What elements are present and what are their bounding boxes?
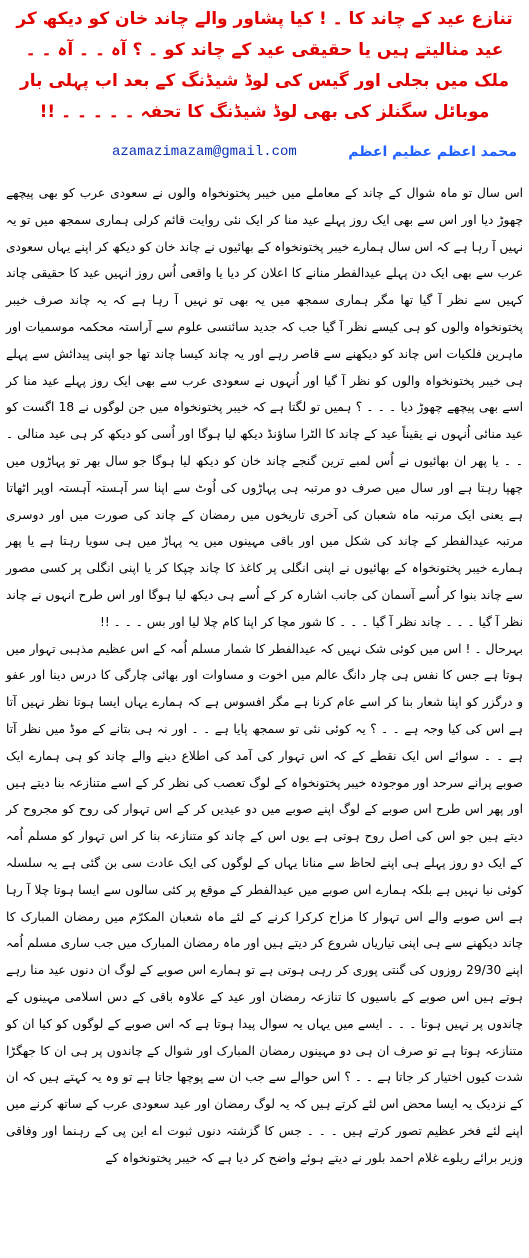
author-email[interactable]: azamazimazam@gmail.com	[112, 144, 297, 160]
article-body	[4, 180, 525, 1171]
author-name: محمد اعظم عظیم اعظم	[348, 144, 517, 160]
article-paragraph-1: اس سال تو ماہ شوال کے چاند کے معاملے میں خیبر پختونخواہ والوں نے سعودی عرب کو بھی پیچھے چھوڑ دیا اور اس سے بھی ایک روز پہلے عید منا کر ایک نئی روایت قائم کرلی ہماری سمجھ میں تو یہ نہیں آ رہا ہے کہ اس سال ہمارے خیبر پختونخواہ کے بھائیوں نے چاند خان کو دیکھ کر اپنے یہاں سعودی عرب سے بھی ایک دن پہلے عیدالفطر منانے کا اعلان کر دیا یا واقعی اُس روز انہیں عید کا حقیقی چاند کہیں سے نظر آ گیا تھا مگر ہماری سمجھ میں یہ بھی تو نہیں آ رہا ہے کہ یہ چاند صرف خیبر پختونخواہ والوں کو ہی کیسے نظر آ گیا جب کہ جدید سائنسی علوم سے آراستہ محکمہ موسمیات اور ماہرین فلکیات اس چاند کو دیکھنے سے قاصر رہے اور یہ چاند کیسا چاند تھا جو اپنی پیدائش سے پہلے ہی خیبر پختونخواہ والوں کو نظر آ گیا اور اُنہوں نے سعودی عرب سے بھی ایک روز پہلے عید منا کر اسے بھی پیچھے چھوڑ دیا ۔ ۔ ۔ ؟ ہمیں تو لگتا ہے کہ خیبر پختونخواہ میں جن لوگوں نے 18 اگست کو عید منائی اُنہوں نے یقیناً عید کے چاند کا الٹرا ساؤنڈ دیکھ لیا ہوگا اور اُسی کو دیکھ کر ہی عید منالی ۔ ۔ ۔ یا پھر ان بھائیوں نے اُس لمبے ترین گنجے چاند خان کو دیکھ لیا ہوگا جو سال بھر تو پہاڑوں میں چھپا رہتا ہے اور سال میں صرف دو مرتبہ ہی پہاڑوں کی اُوٹ سے اپنا سر آہستہ آہستہ اوپر اٹھاتا ہے یعنی ایک مرتبہ ماہ شعبان کی آخری تاریخوں میں رمضان کے چاند کی صورت میں اور دوسری مرتبہ عیدالفطر کے چاند کی شکل میں اور باقی مہینوں میں یہ پہاڑ میں ہی سویا رہتا ہے یا پھر ہمارے خیبر پختونخواہ کے بھائیوں نے اپنی انگلی پر کاغذ کا چاند چپکا کر یا اپنی انگلی پر کسی مصور سے چاند بنوا کر اُسے آسمان کی جانب اشارہ کر کے اُسے ہی دیکھ لیا ہوگا اور اس طرح انہوں نے چاند نظر آ گیا ۔ ۔ ۔ چاند نظر آ گیا ۔ ۔ ۔ کا شور مچا کر اپنا کام چلا لیا اور بس ۔ ۔ ۔ !!	[6, 186, 523, 629]
article-paragraph-2: بہرحال ۔ ! اس میں کوئی شک نہیں کہ عیدالفطر کا شمار مسلم اُمہ کے اس عظیم مذہبی تہوار میں ہوتا ہے جس کا نفس ہی چار دانگ عالم میں اخوت و مساوات اور بھائی چارگی کا درس دینا اور عفو و درگزر کو اپنا شعار بنا کر اسے عام کرنا ہے مگر افسوس ہے کہ ہمارے یہاں ایسا ہوتا نظر نہیں آتا ہے اس کی کیا وجہ ہے ۔ ۔ ؟ یہ کوئی نئی تو سمجھ پایا ہے ۔ ۔ اور نہ ہی بتانے کے موڈ میں نظر آتا ہے ۔ ۔ سوائے اس ایک نقطے کے کہ اس تہوار کی آمد کی اطلاع دینے والے چاند کو ہی ہمارے ایک صوبے پرانے سرحد اور موجودہ خیبر پختونخواہ کے لوگ تعصب کی نظر کر کے اسے متنازعہ بنا دیتے ہیں اور پھر اس طرح اس صوبے کے لوگ اپنے صوبے میں دو عیدیں کر کے اس تہوار کی روح کو مجروح کر دیتے ہیں جو اس کی اصل روح ہوتی ہے یوں اس کے چاند کو متنازعہ بنا کر اس تہوار کو مسلم اُمہ کے ایک دو روز پہلے ہی اپنے لحاظ سے منانا یہاں کے لوگوں کی ایک عادت سی بن گئی ہے یہ سلسلہ کوئی نیا نہیں ہے بلکہ ہمارے اس صوبے میں عیدالفطر کے موقع پر کئی سالوں سے ایسا ہوتا چلا آ رہا ہے اس صوبے والے اس تہوار کا مزاح کرکرا کرنے کے لئے ماہ شعبان المکرّم میں رمضان المبارک کا چاند دیکھنے سے ہی اپنی تیاریاں شروع کر دیتے ہیں اور ماہ رمضان المبارک میں جب ساری مسلم اُمہ اپنے 29/30 روزوں کی گنتی پوری کر رہی ہوتی ہے تو ہمارے اس صوبے کے لوگ ان دنوں عید منا رہے ہوتے ہیں اس صوبے کے باسیوں کا تنازعہ رمضان اور عید کے علاوہ باقی کے دس اسلامی مہینوں کے چاندوں پر نہیں ہوتا ۔ ۔ ۔ ایسے میں یہاں یہ سوال پیدا ہوتا ہے کہ اس صوبے کے لوگوں کو کیا ان کو متنازعہ ہوتا ہے تو صرف ان ہی دو مہینوں رمضان المبارک اور شوال کے چاندوں پر ہی ان کا جھگڑا شدت کیوں اختیار کر جاتا ہے ۔ ۔ ؟ اس حوالے سے جب ان سے پوچھا جاتا ہے تو وہ یہ کہتے ہیں کہ ان کے نزدیک یہ ایسا محض اس لئے کرتے ہیں کہ یہ لوگ رمضان اور عید سعودی عرب کے ساتھ کرنے میں اپنے لئے فخر عظیم تصور کرتے ہیں ۔ ۔ ۔ جس کا گزشتہ دنوں ثبوت اے این پی کے رہنما اور وفاقی وزیر برائے ریلوے غلام احمد بلور نے دیتے ہوئے واضح کر دیا ہے کہ خیبر پختونخواہ کے	[6, 641, 523, 1165]
headline: تنازع عید کے چاند کا ۔ ! کیا پشاور والے چاند خان کو دیکھ کر عید منالیتے ہیں یا حقیقی عید کے چاند کو ۔ ؟ آہ ۔ ۔ آہ ۔ ۔ ملک میں بجلی اور گیس کی لوڈ شیڈنگ کے بعد اب پہلی بار موبائل سگنلز کی بھی لوڈ شیڈنگ کا تحفہ ۔ ۔ ۔ ۔ ۔ !!	[16, 9, 513, 122]
byline	[4, 138, 525, 166]
